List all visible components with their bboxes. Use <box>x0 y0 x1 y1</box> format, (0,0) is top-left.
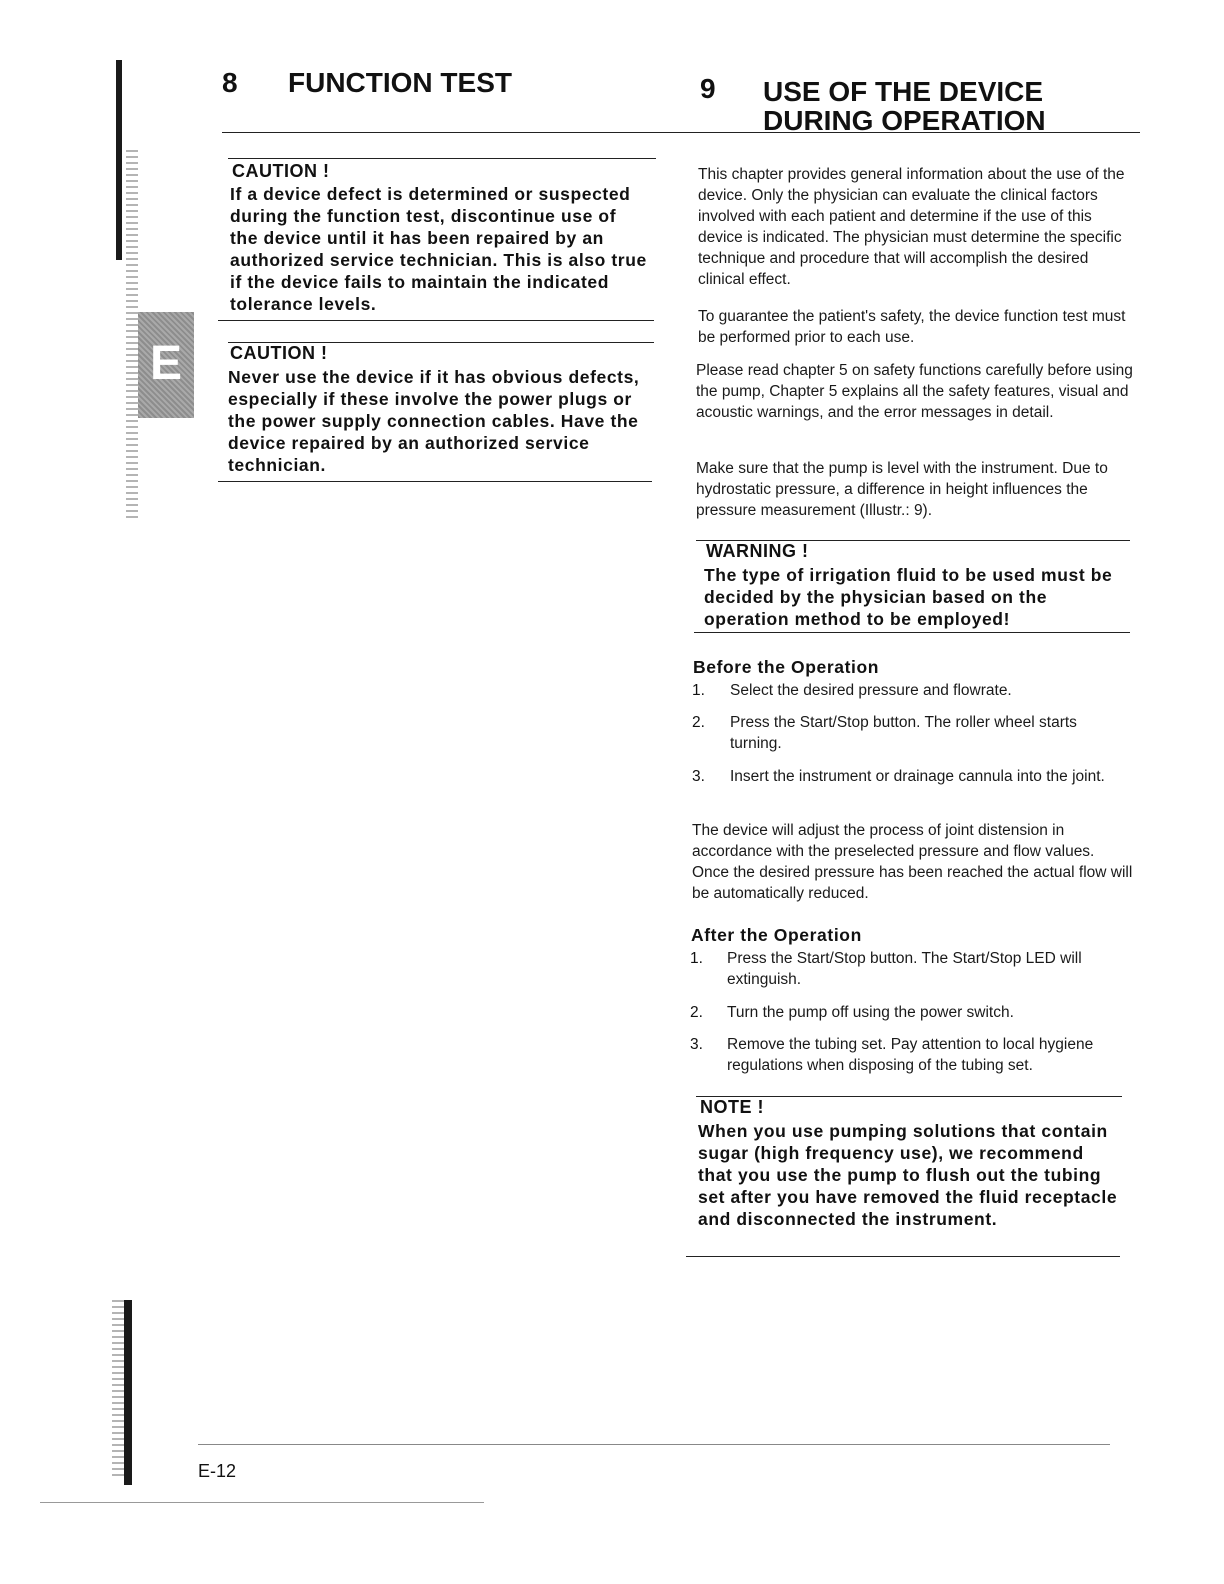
caution-1-top-rule <box>228 158 656 159</box>
scan-bottom-line <box>40 1502 484 1503</box>
caution-1-bottom-rule <box>218 320 654 321</box>
intro-paragraph-2: To guarantee the patient's safety, the device function test must be performed prior to each use. <box>698 308 1126 346</box>
section-tab <box>138 312 194 418</box>
before-step-1-number: 1. <box>692 682 705 699</box>
warning-text: The type of irrigation fluid to be used must be decided by the physician based on the operation method to be employed! <box>704 565 1113 629</box>
intro-paragraph-3: Please read chapter 5 on safety functions carefully before using the pump, Chapter 5 explains all the safety features, visual and acoustic warnings, and the error messages in detail. <box>696 362 1133 421</box>
after-step-2-text: Turn the pump off using the power switch. <box>727 1004 1014 1021</box>
intro-paragraph-1: This chapter provides general information about the use of the device. Only the physician can evaluate the clinical factors involved with each patient and determine if the use of this device is indicated. The physician must determine the specific technique and procedure that will accomplish the desired clinical effect. <box>698 166 1125 288</box>
footer-rule <box>198 1444 1110 1445</box>
after-step-3-number: 3. <box>690 1036 703 1053</box>
after-step-1-text: Press the Start/Stop button. The Start/Stop LED will extinguish. <box>727 950 1082 988</box>
before-step-2-text: Press the Start/Stop button. The roller wheel starts turning. <box>730 714 1077 752</box>
intro-paragraph-4: Make sure that the pump is level with the instrument. Due to hydrostatic pressure, a difference in height influences the pressure measurement (Illustr.: 9). <box>696 460 1108 519</box>
before-step-3-number: 3. <box>692 768 705 785</box>
after-step-2-number: 2. <box>690 1004 703 1021</box>
chapter-8-number: 8 <box>222 67 238 98</box>
scan-edge-bar-top <box>116 60 122 260</box>
caution-2-text: Never use the device if it has obvious defects, especially if these involve the power plugs or the power supply connection cables. Have the device repaired by an authorized service technician. <box>228 367 640 475</box>
scan-edge-noise-top <box>126 150 138 520</box>
after-operation-heading: After the Operation <box>691 925 862 945</box>
before-step-2-number: 2. <box>692 714 705 731</box>
before-step-1-text: Select the desired pressure and flowrate. <box>730 682 1012 699</box>
after-step-1-number: 1. <box>690 950 703 967</box>
warning-title: WARNING ! <box>706 541 809 561</box>
warning-bottom-rule <box>694 632 1130 633</box>
chapter-9-number: 9 <box>700 73 716 104</box>
page-number: E-12 <box>198 1461 237 1481</box>
chapter-8-title: FUNCTION TEST <box>288 67 512 98</box>
caution-1-text: If a device defect is determined or suspected during the function test, discontinue use of the device until it has been repaired by an authorized service technician. This is also true if the device fails to maintain the indicated tolerance levels. <box>230 184 647 314</box>
caution-2-title: CAUTION ! <box>230 343 328 363</box>
chapter-9-title-line2: DURING OPERATION <box>763 105 1046 136</box>
caution-2-bottom-rule <box>218 481 652 482</box>
scan-edge-noise-bottom <box>112 1300 124 1480</box>
scan-edge-bar-bottom <box>124 1300 132 1485</box>
note-text: When you use pumping solutions that contain sugar (high frequency use), we recommend that you use the pump to flush out the tubing set after you have removed the fluid receptacle and disconnected the instrument. <box>698 1121 1118 1229</box>
distension-paragraph: The device will adjust the process of joint distension in accordance with the preselected pressure and flow values. Once the desired pressure has been reached the actual flow will be automatically reduced. <box>692 822 1133 902</box>
chapter-9-title-line1: USE OF THE DEVICE <box>763 76 1044 107</box>
caution-1-title: CAUTION ! <box>232 161 330 181</box>
note-bottom-rule <box>686 1256 1120 1257</box>
before-operation-heading: Before the Operation <box>693 657 880 677</box>
note-title: NOTE ! <box>700 1097 764 1117</box>
section-tab-letter: E <box>149 337 182 390</box>
before-step-3-text: Insert the instrument or drainage cannula into the joint. <box>730 768 1105 785</box>
after-step-3-text: Remove the tubing set. Pay attention to local hygiene regulations when disposing of the tubing set. <box>727 1036 1094 1074</box>
